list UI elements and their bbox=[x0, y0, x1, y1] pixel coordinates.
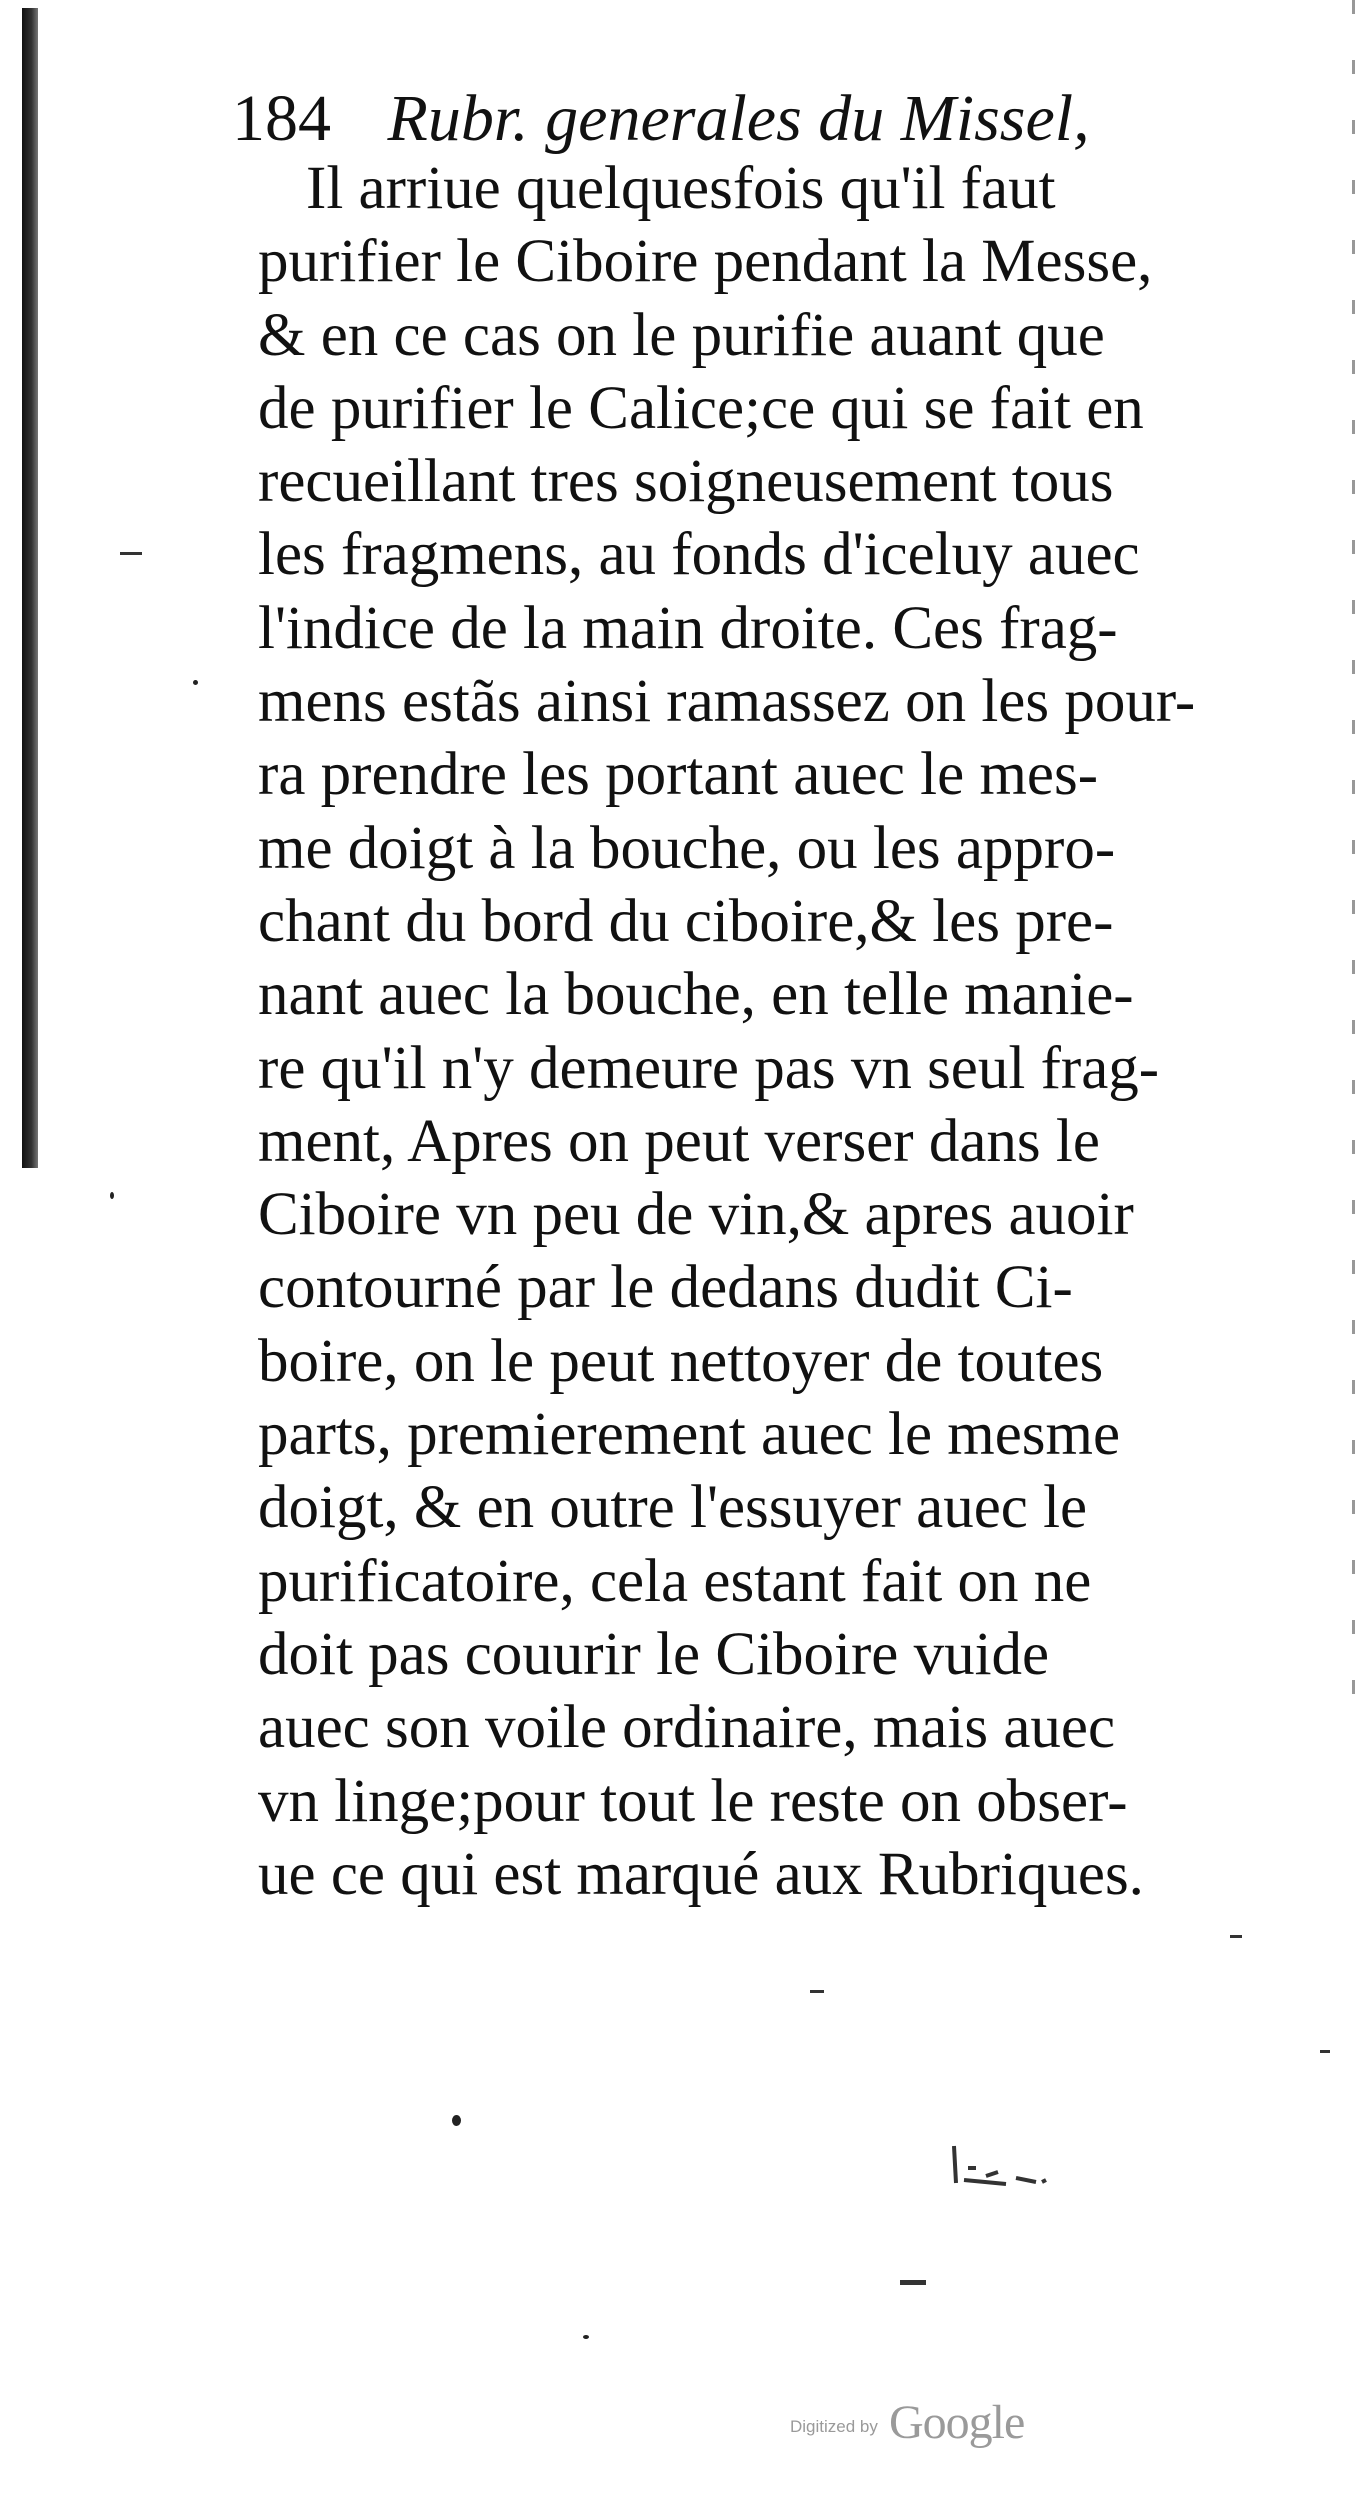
text-line: l'indice de la main droite. Ces frag- bbox=[258, 594, 1118, 662]
scan-speck bbox=[900, 2280, 926, 2285]
scan-speck bbox=[1230, 1935, 1242, 1938]
text-line: boire, on le peut nettoyer de toutes bbox=[258, 1327, 1104, 1395]
binding-shadow bbox=[22, 8, 38, 1168]
text-line: me doigt à la bouche, ou les appro- bbox=[258, 814, 1116, 882]
digitized-watermark bbox=[790, 2395, 1090, 2465]
text-line: recueillant tres soigneusement tous bbox=[258, 448, 1114, 516]
scan-speck bbox=[120, 552, 142, 555]
watermark-brand: Google bbox=[888, 2396, 1025, 2449]
text-line: purificatoire, cela estant fait on ne bbox=[258, 1547, 1092, 1615]
text-line: contourné par le dedans dudit Ci- bbox=[258, 1254, 1073, 1322]
scan-speck bbox=[452, 2115, 461, 2126]
text-line: mens estãs ainsi ramassez on les pour- bbox=[258, 668, 1196, 736]
text-line: Il arriue quelquesfois qu'il faut bbox=[306, 155, 1056, 222]
text-line: re qu'il n'y demeure pas vn seul frag- bbox=[258, 1034, 1160, 1102]
watermark-prefix: Digitized by bbox=[790, 2417, 878, 2436]
page-number: 184 bbox=[232, 82, 331, 155]
text-line: les fragmens, au fonds d'iceluy auec bbox=[258, 521, 1140, 589]
scan-speck bbox=[1320, 2050, 1330, 2053]
text-line: chant du bord du ciboire,& les pre- bbox=[258, 887, 1114, 955]
text-line: Ciboire vn peu de vin,& apres auoir bbox=[258, 1181, 1134, 1249]
text-line: ment, Apres on peut verser dans le bbox=[258, 1107, 1100, 1175]
text-line: doit pas couurir le Ciboire vuide bbox=[258, 1620, 1050, 1688]
text-line: doigt, & en outre l'essuyer auec le bbox=[258, 1474, 1088, 1542]
text-line: vn linge;pour tout le reste on obser- bbox=[258, 1767, 1128, 1835]
text-line: auec son voile ordinaire, mais auec bbox=[258, 1694, 1116, 1762]
text-line: parts, premierement auec le mesme bbox=[258, 1401, 1121, 1469]
body-text bbox=[258, 152, 1208, 1911]
page-header bbox=[232, 74, 1182, 164]
scan-speck bbox=[193, 680, 198, 685]
scan-speck bbox=[110, 1192, 114, 1199]
ink-stamp bbox=[946, 2138, 1066, 2198]
page-edge bbox=[1352, 0, 1355, 1700]
text-line: ra prendre les portant auec le mes- bbox=[258, 741, 1099, 809]
scan-speck bbox=[583, 2335, 589, 2339]
text-line: nant auec la bouche, en telle manie- bbox=[258, 961, 1134, 1029]
text-line: ue ce qui est marqué aux Rubriques. bbox=[258, 1840, 1144, 1908]
text-line: & en ce cas on le purifie auant que bbox=[258, 301, 1105, 369]
text-line: de purifier le Calice;ce qui se fait en bbox=[258, 374, 1144, 442]
running-title: Rubr. generales du Missel, bbox=[387, 82, 1090, 155]
text-line: purifier le Ciboire pendant la Messe, bbox=[258, 228, 1153, 296]
scan-speck bbox=[810, 1990, 824, 1993]
